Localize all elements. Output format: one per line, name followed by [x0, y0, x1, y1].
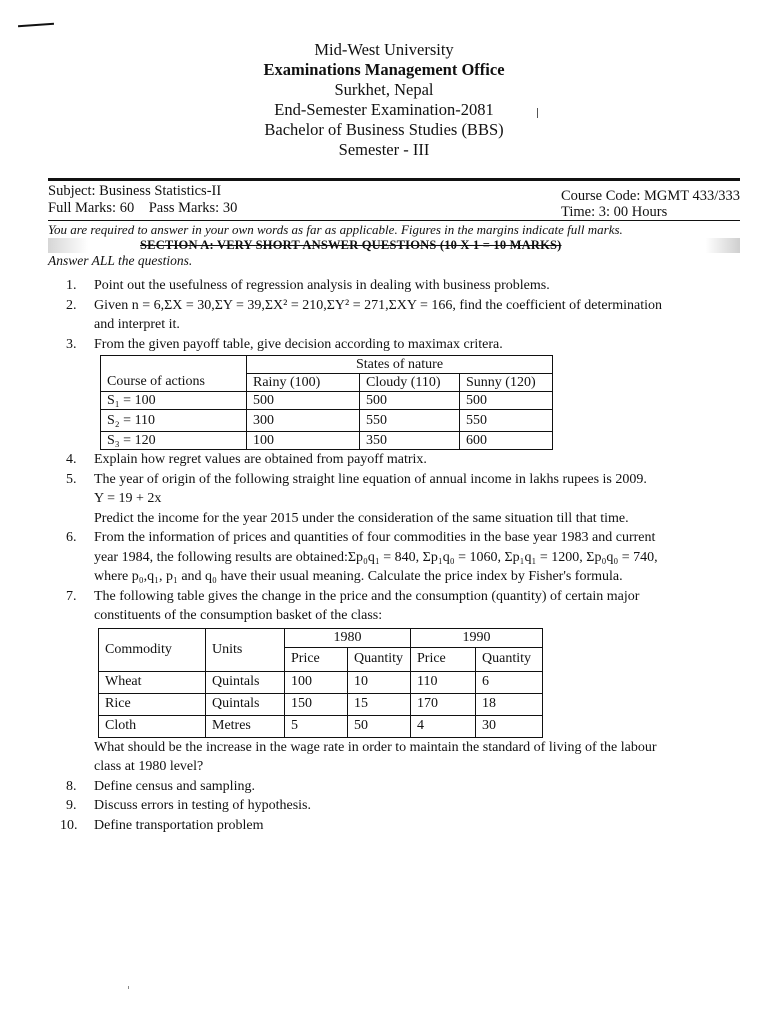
- course-code: Course Code: MGMT 433/333: [561, 188, 740, 204]
- exam-time: Time: 3: 00 Hours: [561, 204, 668, 220]
- question-3: 3. From the given payoff table, give decision according to maximax critera.: [66, 336, 503, 352]
- question-7-cont: constituents of the consumption basket of the class:: [94, 608, 383, 623]
- state-sunny: Sunny (120): [460, 374, 553, 392]
- pen-mark: [18, 23, 54, 28]
- question-2-cont: and interpret it.: [94, 317, 180, 332]
- question-9: 9. Discuss errors in testing of hypothesis.: [66, 798, 311, 813]
- question-5-equation: Y = 19 + 2x: [94, 491, 162, 506]
- exam-name: End-Semester Examination-2081: [274, 100, 494, 119]
- answer-all: Answer ALL the questions.: [48, 253, 193, 268]
- instruction: You are required to answer in your own words as far as applicable. Figures in the margins indicate full marks.: [48, 222, 623, 237]
- year-1990: 1990: [411, 628, 543, 648]
- office-name: Examinations Management Office: [263, 60, 505, 79]
- table-row: Rice Quintals 150 15 170 18: [99, 693, 543, 715]
- states-header: States of nature: [247, 356, 553, 374]
- year-1980: 1980: [285, 628, 411, 648]
- state-cloudy: Cloudy (110): [360, 374, 460, 392]
- question-5: 5. The year of origin of the following straight line equation of annual income in lakhs rupees is 2009.: [66, 471, 647, 487]
- question-4: 4. Explain how regret values are obtained from payoff matrix.: [66, 452, 427, 467]
- question-list: [60, 276, 726, 835]
- question-10: 10. Define transportation problem: [60, 817, 264, 833]
- scan-speck: [128, 986, 129, 989]
- commodity-header: Commodity: [99, 628, 206, 671]
- question-6-cont: year 1984, the following results are obtained:Σp₀q₁ = 840, Σp₁q₀ = 1060, Σp₁q₁ = 1200, Σp₀q₀ = 740,: [94, 549, 658, 565]
- full-marks: Full Marks: 60: [48, 200, 135, 216]
- semester: Semester - III: [338, 140, 430, 159]
- question-2: 2. Given n = 6,ΣX = 30,ΣY = 39,ΣX² = 210,ΣY² = 271,ΣXY = 166, find the coefficient of determination: [66, 297, 663, 313]
- subject: Subject: Business Statistics-II: [48, 183, 222, 199]
- section-title: SECTION A: VERY SHORT ANSWER QUESTIONS (10 X 1 = 10 MARKS): [140, 238, 562, 252]
- consumption-table: [98, 628, 543, 738]
- divider: [48, 220, 740, 221]
- price-header: Price: [411, 648, 476, 671]
- question-7-cont2: What should be the increase in the wage rate in order to maintain the standard of living of the labour: [94, 739, 657, 755]
- table-row: S₂ = 110 300 550 550: [101, 410, 553, 432]
- question-6-cont2: where p₀,q₁, p₁ and q₀ have their usual meaning. Calculate the price index by Fisher's formula.: [94, 569, 623, 584]
- payoff-table: [100, 355, 553, 450]
- state-rainy: Rainy (100): [247, 374, 360, 392]
- section-title-bar: [48, 238, 740, 253]
- university-name: Mid-West University: [314, 40, 454, 59]
- course-header: Course of actions: [101, 374, 247, 392]
- question-8: 8. Define census and sampling.: [66, 778, 255, 794]
- quantity-header: Quantity: [348, 648, 411, 671]
- table-row: Wheat Quintals 100 10 110 6: [99, 671, 543, 693]
- table-row: S₁ = 100 500 500 500: [101, 392, 553, 410]
- table-row: S₃ = 120 100 350 600: [101, 432, 553, 450]
- question-6: 6. From the information of prices and quantities of four commodities in the base year 1983 and current: [66, 530, 656, 545]
- table-row: Cloth Metres 5 50 4 30: [99, 715, 543, 737]
- program-name: Bachelor of Business Studies (BBS): [264, 120, 504, 139]
- question-7-cont3: class at 1980 level?: [94, 759, 204, 774]
- units-header: Units: [206, 628, 285, 671]
- question-5-cont: Predict the income for the year 2015 under the consideration of the same situation till that time.: [94, 510, 629, 526]
- question-1: 1. Point out the usefulness of regression analysis in dealing with business problems.: [66, 278, 550, 293]
- pass-marks: Pass Marks: 30: [148, 200, 238, 216]
- exam-info: [48, 178, 740, 268]
- question-7: 7. The following table gives the change in the price and the consumption (quantity) of certain major: [66, 588, 640, 604]
- price-header: Price: [285, 648, 348, 671]
- exam-header: [0, 40, 768, 160]
- location: Surkhet, Nepal: [334, 80, 434, 99]
- quantity-header: Quantity: [476, 648, 543, 671]
